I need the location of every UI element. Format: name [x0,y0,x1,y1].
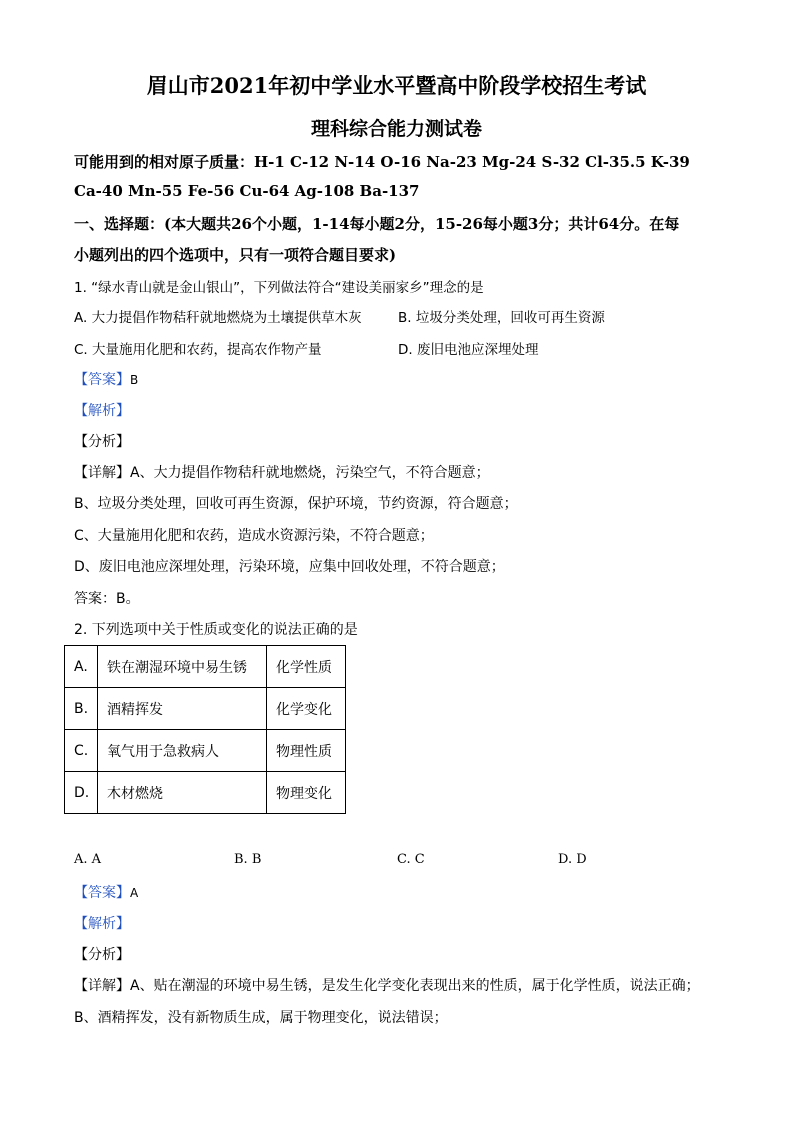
question-2-choice-b: B. B [234,852,262,867]
answer-value: B [130,373,139,387]
table-cell-category: 物理变化 [267,772,346,814]
question-2-choice-d: D. D [558,852,587,867]
question-1-option-c: C. 大量施用化肥和农药，提高农作物产量 [74,342,322,358]
page-title: 眉山市2021年初中学业水平暨高中阶段学校招生考试 [146,73,647,98]
question-2-analysis-tag: 【解析】 [74,916,130,932]
atomic-mass-line-1: 可能用到的相对原子质量：H-1 C-12 N-14 O-16 Na-23 Mg-24 S-32 Cl-35.5 K-39 [74,153,690,171]
question-2-choice-c: C. C [397,852,425,867]
table-cell-description: 铁在潮湿环境中易生锈 [98,646,267,688]
question-1-detail-a: 【详解】A、大力提倡作物秸秆就地燃烧，污染空气，不符合题意； [74,465,490,481]
question-2-answer [74,882,138,902]
table-cell-category: 物理性质 [267,730,346,772]
answer-value: A [130,886,139,900]
table-cell-description: 氧气用于急救病人 [98,730,267,772]
question-1-detail-d: D、废旧电池应深埋处理，污染环境，应集中回收处理，不符合题意； [74,559,505,575]
question-1-fenxi: 【分析】 [74,434,130,450]
question-2-detail-b: B、酒精挥发，没有新物质生成，属于物理变化，说法错误； [74,1010,448,1026]
question-1-option-b: B. 垃圾分类处理，回收可再生资源 [398,310,605,326]
question-1-detail-c: C、大量施用化肥和农药，造成水资源污染，不符合题意； [74,528,434,544]
question-1-option-d: D. 废旧电池应深埋处理 [398,342,539,358]
question-1-conclusion: 答案：B。 [74,591,140,607]
table-cell-letter: D. [65,772,98,814]
table-cell-description: 酒精挥发 [98,688,267,730]
question-1-detail-b: B、垃圾分类处理，回收可再生资源，保护环境，节约资源，符合题意； [74,496,518,512]
section-heading-line-2: 小题列出的四个选项中，只有一项符合题目要求) [74,246,397,264]
table-row [65,730,346,772]
question-2-stem: 2. 下列选项中关于性质或变化的说法正确的是 [74,622,358,638]
question-2-table [64,645,346,814]
question-1-option-a: A. 大力提倡作物秸秆就地燃烧为土壤提供草木灰 [74,310,362,326]
answer-tag: 【答案】 [74,885,130,901]
question-1-answer [74,369,138,389]
table-cell-description: 木材燃烧 [98,772,267,814]
question-2-detail-a: 【详解】A、贴在潮湿的环境中易生锈，是发生化学变化表现出来的性质，属于化学性质，说法正确； [74,978,700,994]
question-1-stem: 1. “绿水青山就是金山银山”，下列做法符合“建设美丽家乡”理念的是 [74,280,484,296]
table-cell-letter: A. [65,646,98,688]
table-cell-letter: C. [65,730,98,772]
table-cell-category: 化学性质 [267,646,346,688]
table-cell-letter: B. [65,688,98,730]
question-2-choice-a: A. A [74,852,102,867]
table-cell-category: 化学变化 [267,688,346,730]
question-1-analysis-tag: 【解析】 [74,403,130,419]
table-row [65,772,346,814]
question-2-fenxi: 【分析】 [74,947,130,963]
table-row [65,688,346,730]
section-heading-line-1: 一、选择题：(本大题共26个小题，1-14每小题2分，15-26每小题3分；共计64分。在每 [74,215,680,233]
answer-tag: 【答案】 [74,372,130,388]
table-row [65,646,346,688]
page-subtitle: 理科综合能力测试卷 [310,118,482,140]
atomic-mass-line-2: Ca-40 Mn-55 Fe-56 Cu-64 Ag-108 Ba-137 [74,182,420,200]
